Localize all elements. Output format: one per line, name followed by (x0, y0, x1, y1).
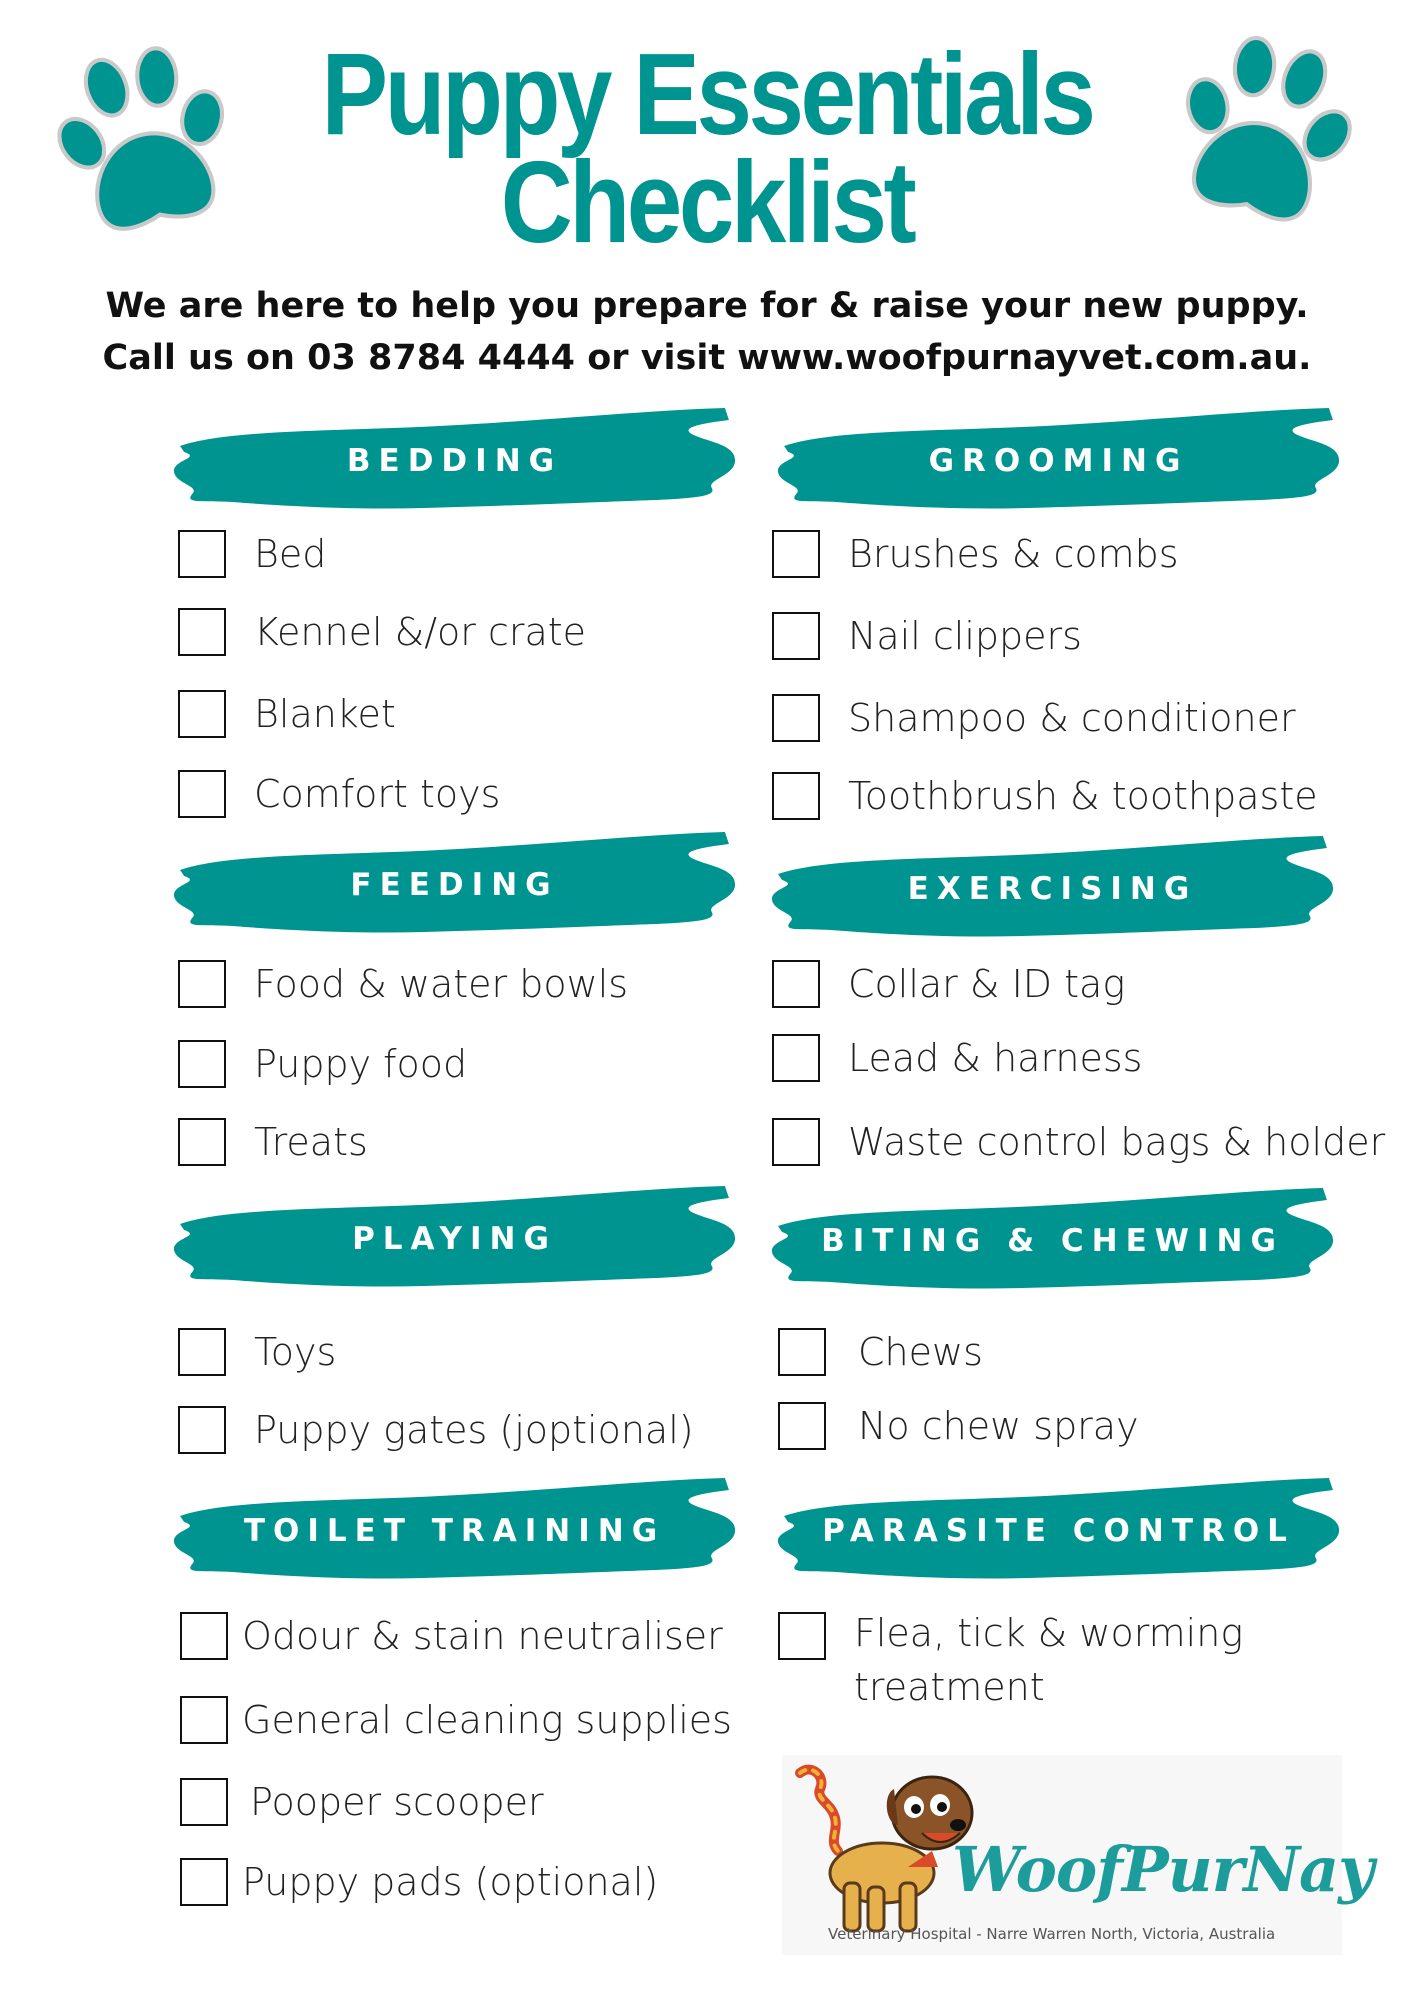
checkbox[interactable] (772, 960, 820, 1008)
checkbox[interactable] (778, 1328, 826, 1376)
item-label: Nail clippers (848, 614, 1082, 658)
checklist-item[interactable] (772, 530, 1179, 578)
item-label: General cleaning supplies (242, 1698, 732, 1742)
checklist-item[interactable] (778, 1328, 983, 1376)
logo-tagline: Veterinary Hospital - Narre Warren North, Victoria, Australia (828, 1925, 1276, 1943)
checkbox[interactable] (772, 694, 820, 742)
checklist-item[interactable] (180, 1696, 732, 1744)
title-line-1: Puppy Essentials (321, 29, 1093, 159)
checkbox[interactable] (178, 960, 226, 1008)
intro-line-1: We are here to help you prepare for & raise your new puppy. (105, 286, 1309, 326)
item-label: Treats (254, 1120, 368, 1164)
checkbox[interactable] (180, 1696, 228, 1744)
section-header-playing (172, 1184, 737, 1294)
checkbox[interactable] (772, 1034, 820, 1082)
intro-line-2: Call us on 03 8784 4444 or visit www.woofpurnayvet.com.au. (102, 338, 1312, 378)
item-label: Shampoo & conditioner (848, 696, 1296, 740)
item-label: Puppy gates (joptional) (254, 1408, 694, 1452)
checkbox[interactable] (180, 1858, 228, 1906)
item-label: Kennel &/or crate (254, 610, 587, 654)
checkbox[interactable] (178, 1040, 226, 1088)
checkbox[interactable] (772, 1118, 820, 1166)
checkbox[interactable] (178, 690, 226, 738)
item-label: Flea, tick & worming treatment (854, 1611, 1244, 1709)
item-label: Toys (254, 1330, 337, 1374)
woofpurnay-logo (782, 1755, 1374, 1955)
item-label: Food & water bowls (254, 962, 629, 1006)
section-title: TOILET TRAINING (243, 1513, 666, 1549)
checklist-item[interactable] (178, 1118, 368, 1166)
section-title: PARASITE CONTROL (822, 1513, 1295, 1549)
checkbox[interactable] (178, 1118, 226, 1166)
checklist-item[interactable] (772, 1034, 1142, 1082)
item-label: Chews (858, 1330, 983, 1374)
intro-text (0, 280, 1414, 384)
item-label: Bed (254, 532, 327, 576)
item-label: Odour & stain neutraliser (242, 1614, 723, 1658)
item-label: Brushes & combs (848, 532, 1179, 576)
checklist-item[interactable] (178, 960, 628, 1008)
checklist-item[interactable] (178, 690, 396, 738)
checkbox[interactable] (178, 530, 226, 578)
page-title (99, 29, 1315, 267)
checklist-item[interactable] (772, 960, 1125, 1008)
item-label: Puppy pads (optional) (242, 1860, 659, 1904)
checklist-item[interactable] (778, 1402, 1139, 1450)
checklist-item[interactable] (178, 608, 586, 656)
checkbox[interactable] (180, 1778, 228, 1826)
item-label: Toothbrush & toothpaste (848, 774, 1318, 818)
item-label: Puppy food (254, 1042, 468, 1086)
checklist-item[interactable] (180, 1778, 544, 1826)
checklist-item[interactable] (180, 1612, 723, 1660)
checkbox[interactable] (178, 770, 226, 818)
checklist-item[interactable] (180, 1858, 658, 1906)
checklist-item[interactable] (178, 1328, 336, 1376)
checkbox[interactable] (778, 1402, 826, 1450)
section-header-biting-chewing (770, 1186, 1335, 1296)
section-header-grooming (776, 406, 1341, 516)
checkbox[interactable] (180, 1612, 228, 1660)
checkbox[interactable] (772, 612, 820, 660)
checkbox[interactable] (772, 772, 820, 820)
item-label: Lead & harness (848, 1036, 1143, 1080)
item-label: Pooper scooper (250, 1780, 544, 1824)
checklist-item[interactable] (178, 1406, 694, 1454)
checklist-item[interactable] (772, 772, 1318, 820)
section-header-exercising (770, 834, 1335, 944)
section-title: EXERCISING (907, 871, 1198, 907)
item-label: Comfort toys (254, 772, 501, 816)
section-title: BITING & CHEWING (821, 1223, 1284, 1259)
item-label: Collar & ID tag (848, 962, 1126, 1006)
logo-wordmark: WoofPurNay (952, 1833, 1374, 1906)
checklist-item[interactable] (772, 612, 1082, 660)
checkbox[interactable] (778, 1612, 826, 1660)
section-title: GROOMING (928, 443, 1189, 479)
checkbox[interactable] (178, 1406, 226, 1454)
section-header-parasite-control (776, 1476, 1341, 1586)
section-header-toilet-training (172, 1476, 737, 1586)
section-title: PLAYING (352, 1221, 557, 1257)
item-label: No chew spray (858, 1404, 1139, 1448)
section-title: FEEDING (350, 867, 559, 903)
checklist-item[interactable] (772, 1118, 1385, 1166)
section-header-bedding (172, 406, 737, 516)
item-label: Waste control bags & holder (848, 1120, 1386, 1164)
checkbox[interactable] (178, 608, 226, 656)
checklist-item[interactable] (178, 530, 326, 578)
section-title: BEDDING (346, 443, 563, 479)
checklist-item[interactable] (778, 1606, 1254, 1714)
checklist-item[interactable] (178, 1040, 467, 1088)
title-line-2: Checklist (500, 137, 914, 267)
checkbox[interactable] (772, 530, 820, 578)
item-label: Blanket (254, 692, 396, 736)
checkbox[interactable] (178, 1328, 226, 1376)
checklist-item[interactable] (178, 770, 500, 818)
section-header-feeding (172, 830, 737, 940)
checklist-item[interactable] (772, 694, 1296, 742)
